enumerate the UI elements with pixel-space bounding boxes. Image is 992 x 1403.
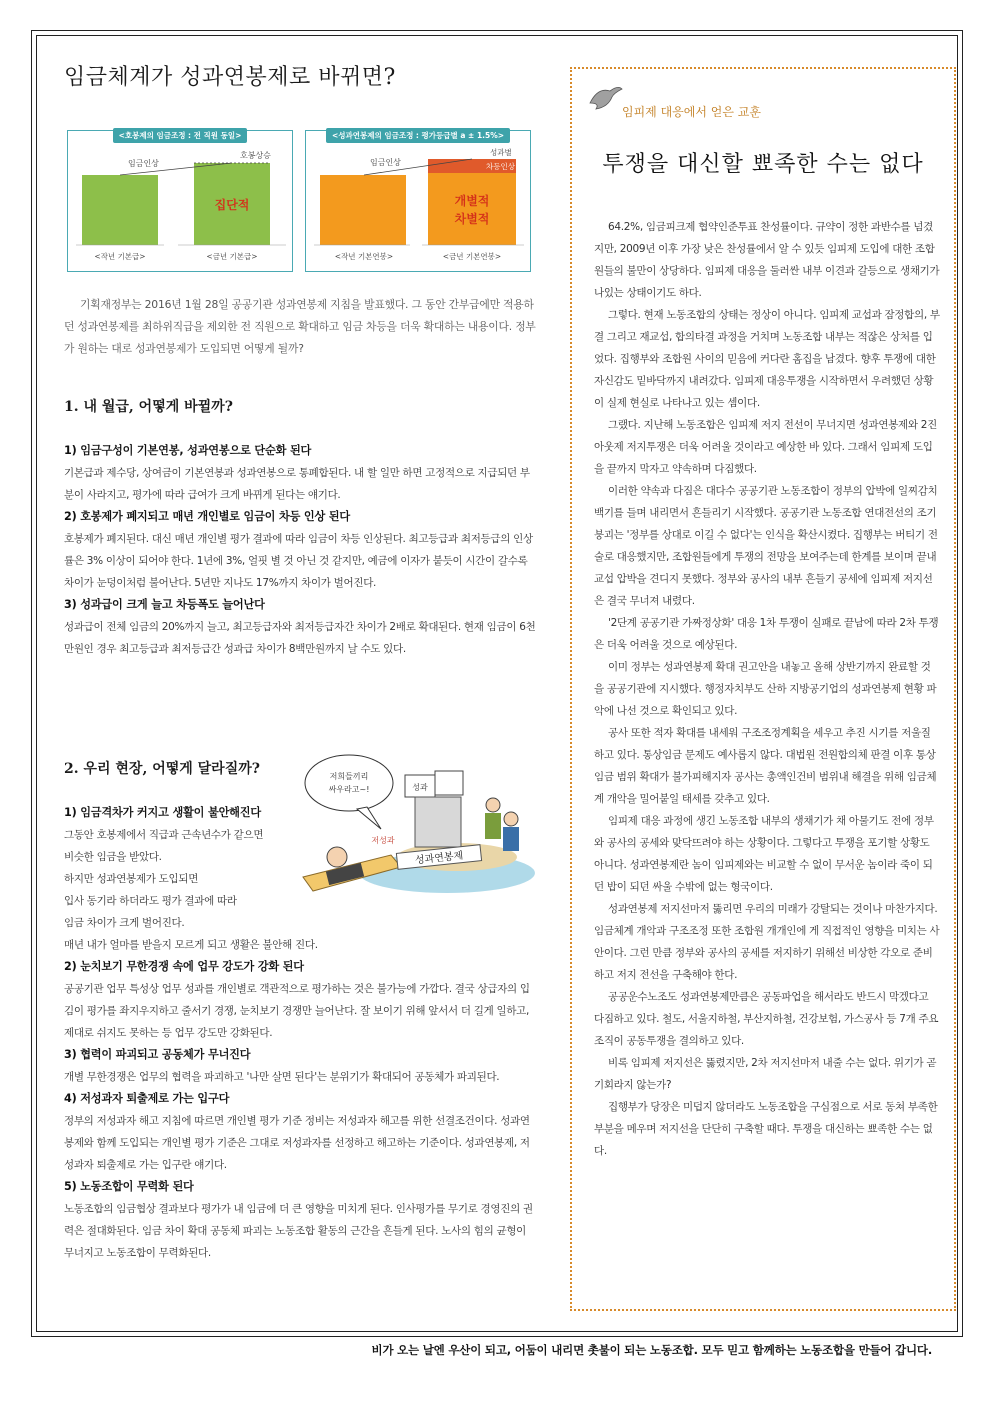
step-label: 호봉상승 (240, 151, 271, 160)
section-1-item-3-text: 성과급이 전체 임금의 20%까지 늘고, 최고등급자와 최저등급자간 차이가 2배로 확대된다. 현재 임금이 6천만원인 경우 최고등급과 최저등급간 성과급 차이가 8백만원까지 날 수도 있다. (64, 621, 536, 655)
section-2-heading: 2. 우리 현장, 어떻게 달라질까? (64, 761, 260, 777)
intro-paragraph: 기획재정부는 2016년 1월 28일 공공기관 성과연봉제 지침을 발표했다. 그 동안 간부급에만 적용하던 성과연봉제를 최하위직급을 제외한 전 직원으로 확대하고 임금 차등을 더욱 확대하는 내용이다. 정부가 원하는 대로 성과연봉제가 도입되면 어떻게 될까? (64, 298, 536, 355)
column-paragraph: 그랬다. 지난해 노동조합은 임피제 저지 전선이 무너지면 성과연봉제와 2진아웃제 저지투쟁은 더욱 어려울 것이라고 예상한 바 있다. 그래서 임피제 도입을 끝까지 막자고 약속하며 다짐했다. (594, 419, 938, 475)
section-2-item-5-heading: 5) 노동조합이 무력화 된다 (64, 1180, 194, 1193)
section-1-item-1-heading: 1) 임금구성이 기본연봉, 성과연봉으로 단순화 된다 (64, 444, 312, 457)
discriminatory-label: 차별적 (454, 212, 490, 226)
section-2-item-1-line: 입사 동기라 하더라도 평가 결과에 따라 (64, 895, 237, 907)
section-2-item-1-line: 그동안 호봉제에서 직급과 근속년수가 같으면 (64, 829, 264, 841)
performance-pay-diagram (305, 130, 531, 272)
last-year-bar (82, 175, 158, 245)
speech-bubble-line-1: 저희들끼리 (329, 772, 369, 781)
column-paragraph: 이러한 약속과 다짐은 대다수 공공기관 노동조합이 정부의 압박에 일찌감치 백기를 들며 내리면서 흔들리기 시작했다. 공공기관 노동조합 연대전선의 조기 붕괴는 '정부를 상대로 이길 수 없다'는 인식을 확산시켰다. 집행부는 버티기 전술로 대응했지만, 조합원들에게 투쟁의 전망을 보여주는데 한계를 보이며 끝내 교섭 압박을 견디지 못했다. 정부와 공사의 내부 흔들기 공세에 임피제 저지선은 결국 무너져 내렸다. (594, 485, 938, 607)
column-box (570, 67, 956, 1311)
column-kicker: 임피제 대응에서 얻은 교훈 (622, 105, 761, 119)
section-1-item-1-text: 기본급과 제수당, 상여금이 기본연봉과 성과연봉으로 통폐합된다. 내 할 일만 하면 고정적으로 지급되던 부분이 사라지고, 평가에 따라 급여가 크게 바뀌게 된다는 얘기다. (64, 467, 530, 501)
differential-label: 차등인상 (486, 162, 515, 171)
article-title: 임금체계가 성과연봉제로 바뀌면? (64, 65, 396, 90)
raise-label: 임금인상 (370, 158, 401, 167)
section-2-item-5-text: 노동조합의 임금협상 결과보다 평가가 내 임금에 더 큰 영향을 미치게 된다. 인사평가를 무기로 경영진의 권력은 절대화된다. 임금 차이 확대 공동체 파괴는 노동조합 활동의 근간을 흔들게 된다. 노사의 힘의 균형이 무너지고 노동조합이 무력화된다. (64, 1203, 533, 1259)
cup-label: 저성과 (371, 836, 395, 845)
column-paragraph: '2단계 공공기관 가짜정상화' 대응 1차 투쟁이 실패로 끝남에 따라 2차 투쟁은 더욱 어려울 것으로 예상된다. (594, 617, 939, 651)
column-paragraph: 성과연봉제 저지선마저 뚫리면 우리의 미래가 강탈되는 것이나 마찬가지다. 임금체계 개악과 구조조정 또한 조합원 개개인에 게 직접적인 영향을 미치는 사안이다. 그런 만큼 정부와 공사의 공세를 저지하기 위해선 비상한 각오로 준비하고 저지 전선을 구축해야 한다. (594, 903, 940, 981)
bird-icon (588, 83, 624, 113)
section-1-body (64, 440, 538, 660)
section-2-item-4-heading: 4) 저성과자 퇴출제로 가는 입구다 (64, 1092, 230, 1105)
x-label-last-year: <작년 기본연봉> (334, 252, 394, 261)
section-2-item-3-heading: 3) 협력이 파괴되고 공동체가 무너진다 (64, 1048, 251, 1061)
section-1-item-3-heading: 3) 성과급이 크게 늘고 차등폭도 늘어난다 (64, 598, 265, 611)
section-2-item-1-line: 하지만 성과연봉제가 도입되면 (64, 873, 199, 885)
collective-label: 집단적 (214, 198, 250, 212)
left-column (64, 60, 538, 1259)
section-2-item-1-line: 매년 내가 얼마를 받을지 모르게 되고 생활은 불안해 진다. (64, 939, 318, 951)
section-1-item-2-text: 호봉제가 폐지된다. 대신 매년 개인별 평가 결과에 따라 임금이 차등 인상된다. 최고등급과 최저등급의 인상률은 3% 이상이 되어야 한다. 1년에 3%, 얼핏 별 것 아닌 것 같지만, 예금에 이자가 붙듯이 시간이 갈수록 차이가 눈덩이처럼 불어난다. 5년만 지나도 17%까지 차이가 벌어진다. (64, 533, 533, 589)
column-paragraph: 그렇다. 현재 노동조합의 상태는 정상이 아니다. 임피제 교섭과 잠정합의, 부결 그리고 재교섭, 합의타결 과정을 거치며 노동조합 내부는 적잖은 상처를 입었다. 집행부와 조합원 사이의 믿음에 커다란 홈집을 남겼다. 향후 투쟁에 대한 자신감도 밑바닥까지 내려갔다. 임피제 대응투쟁을 시작하면서 우려했던 상황이 실제 현실로 나타나고 있는 셈이다. (594, 309, 940, 409)
column-paragraph: 공공운수노조도 성과연봉제만큼은 공동파업을 해서라도 반드시 막겠다고 다짐하고 있다. 철도, 서울지하철, 부산지하철, 건강보험, 가스공사 등 7개 주요 조직이 공동투쟁을 결의하고 있다. (594, 991, 939, 1047)
x-label-this-year: <금년 기본급> (206, 252, 258, 261)
footer-slogan: 비가 오는 날엔 우산이 되고, 어둠이 내리면 촛불이 되는 노동조합. 모두 믿고 함께하는 노동조합을 만들어 갑니다. (371, 1343, 932, 1357)
column-paragraph: 64.2%, 임금피크제 협약인준투표 찬성률이다. 규약이 정한 과반수를 넘겼지만, 2009년 이후 가장 낮은 찬성률에서 알 수 있듯 임피제 도입에 대한 조합원들의 불만이 상당하다. 임피제 대응을 둘러싼 내부 이견과 갈등으로 생채기가 나있는 상태이기도 하다. (594, 221, 940, 299)
section-1-heading: 1. 내 월급, 어떻게 바뀔까? (64, 399, 233, 415)
column-paragraph: 비록 임피제 저지선은 뚫렸지만, 2차 저지선마저 내줄 수는 없다. 위기가 곧 기회라지 않는가? (594, 1057, 937, 1091)
performance-label: 성과별 (490, 148, 512, 157)
column-paragraph: 임피제 대응 과정에 생긴 노동조합 내부의 생채기가 채 아물기도 전에 정부와 공사의 공세와 맞닥뜨려야 하는 상황이다. 그렇다고 투쟁을 포기할 상황도 아니다. 성과연봉제란 놈이 임피제와는 비교할 수 없이 무서운 놈이라 죽이 되던 밥이 되던 싸울 수밖에 없는 형국이다. (594, 815, 934, 893)
last-year-bar (320, 175, 406, 245)
diagram-header: <성과연봉제의 임금조정 : 평가등급별 a ± 1.5%> (326, 128, 510, 143)
column-title: 투쟁을 대신할 뾰족한 수는 없다 (602, 152, 924, 177)
section-2-item-4-text: 정부의 저성과자 해고 지침에 따르면 개인별 평가 기준 정비는 저성과자 해고를 위한 선결조건이다. 성과연봉제와 함께 도입되는 개인별 평가 기준은 그대로 저성과자를 선정하고 해고하는 기준이다. 성과연봉제, 저성과자 퇴출제로 가는 입구란 얘기다. (64, 1115, 530, 1171)
column-paragraph: 집행부가 당장은 미덥지 않더라도 노동조합을 구심점으로 서로 동쳐 부족한 부분을 메우며 저지선을 단단히 구축할 때다. 투쟁을 대신하는 뾰족한 수는 없다. (594, 1101, 938, 1157)
pay-system-sign: 성과연봉제 (414, 850, 464, 867)
column-paragraph: 이미 정부는 성과연봉제 확대 권고안을 내놓고 올해 상반기까지 완료할 것을 공공기관에 지시했다. 행정자치부도 산하 지방공기업의 성과연봉제 현황 파악에 나선 것으로 확인되고 있다. (594, 661, 937, 717)
x-label-this-year: <금년 기본연봉> (442, 252, 502, 261)
speech-bubble-line-2: 싸우라고~! (328, 785, 370, 794)
this-year-bar (428, 171, 516, 245)
diagram-header: <호봉제의 임금조정 : 전 직원 동일> (113, 128, 248, 143)
cartoon-illustration (297, 745, 537, 905)
section-2-item-1-line: 비슷한 임금을 받았다. (64, 851, 162, 863)
section-1-item-2-heading: 2) 호봉제가 폐지되고 매년 개인별로 임금이 차등 인상 된다 (64, 510, 351, 523)
section-2-item-1-heading: 1) 임금격차가 커지고 생활이 불안해진다 (64, 806, 261, 819)
column-paragraph: 공사 또한 적자 확대를 내세워 구조조정계획을 세우고 추진 시기를 저울질하고 있다. 통상임금 문제도 예사롭지 않다. 대법원 전원합의체 판결 이후 통상임금 범위 확대가 불가피해지자 공사는 총액인건비 범위내 해결을 위해 임금체계 개악을 밀어붙일 태세를 갖추고 있다. (594, 727, 937, 805)
x-label-last-year: <작년 기본급> (94, 252, 146, 261)
seniority-pay-diagram (67, 130, 293, 272)
raise-label: 임금인상 (128, 159, 159, 168)
section-2-item-2-heading: 2) 눈치보기 무한경쟁 속에 업무 강도가 강화 된다 (64, 960, 304, 973)
section-2-item-1-line: 임금 차이가 크게 벌어진다. (64, 917, 185, 929)
column-body (594, 216, 940, 1162)
section-2-item-2-text: 공공기관 업무 특성상 업무 성과를 개인별로 객관적으로 평가하는 것은 불가능에 가깝다. 결국 상급자의 입김이 평가를 좌지우지하고 줄서기 경쟁, 눈치보기 경쟁만 늘어난다. 잘 보이기 위해 앞서서 더 길게 일하고, 제대로 쉬지도 못하는 등 업무 강도만 강화된다. (64, 983, 530, 1039)
stack-tag: 성과 (412, 783, 428, 792)
individual-label: 개별적 (454, 194, 490, 208)
section-2-item-3-text: 개별 무한경쟁은 업무의 협력을 파괴하고 '나만 살면 된다'는 분위기가 확대되어 공동체가 파괴된다. (64, 1071, 500, 1083)
